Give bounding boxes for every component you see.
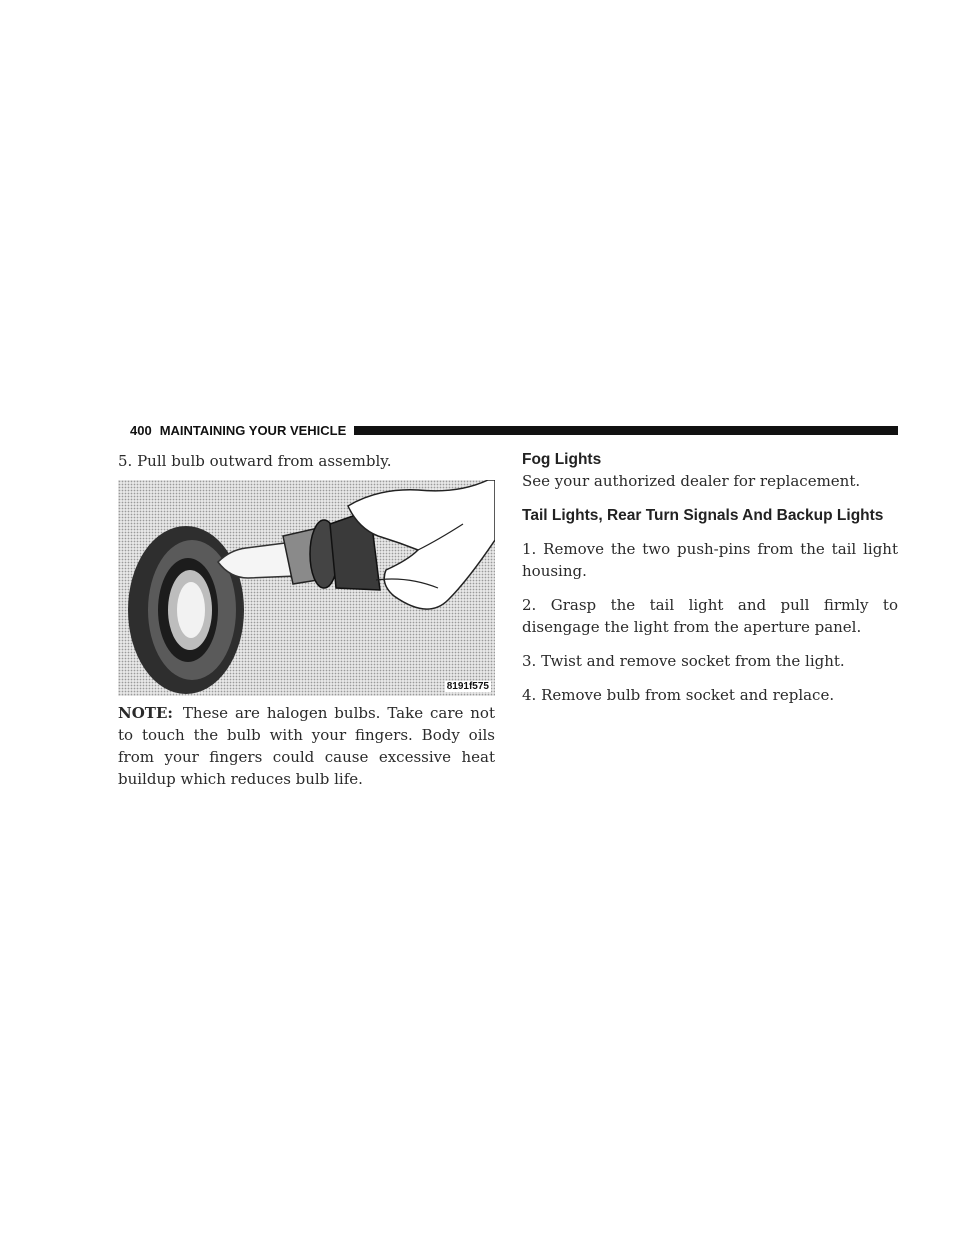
- halogen-bulb: [218, 510, 380, 590]
- bulb-removal-drawing: [118, 480, 495, 696]
- note-label: NOTE:: [118, 704, 173, 722]
- fog-lights-text: See your authorized dealer for replacement.: [522, 472, 861, 490]
- page-header: [130, 422, 898, 438]
- tail-lights-heading: Tail Lights, Rear Turn Signals And Backup Lights: [522, 507, 884, 524]
- header-rule: [354, 426, 898, 435]
- figure-code: 8191f575: [446, 681, 489, 692]
- headlamp-housing: [128, 526, 244, 694]
- note-text: These are halogen bulbs. Take care not to touch the bulb with your fingers. Body oils from your fingers could cause excessive heat buildup which reduces bulb life.: [118, 704, 495, 788]
- tail-step-3: 3. Twist and remove socket from the light.: [522, 652, 845, 670]
- bulb-removal-illustration: [118, 480, 495, 696]
- tail-step-4: 4. Remove bulb from socket and replace.: [522, 686, 835, 704]
- fog-lights-heading: Fog Lights: [522, 451, 602, 468]
- step-5-text: 5. Pull bulb outward from assembly.: [118, 452, 392, 470]
- section-title: MAINTAINING YOUR VEHICLE: [159, 422, 347, 438]
- page-number: 400: [130, 422, 152, 438]
- left-column: [118, 450, 495, 790]
- tail-step-2: 2. Grasp the tail light and pull firmly to disengage the light from the aperture panel.: [522, 596, 898, 636]
- note-paragraph: [118, 702, 495, 790]
- tail-step-1: 1. Remove the two push-pins from the tail light housing.: [522, 540, 898, 580]
- right-column: [522, 450, 898, 706]
